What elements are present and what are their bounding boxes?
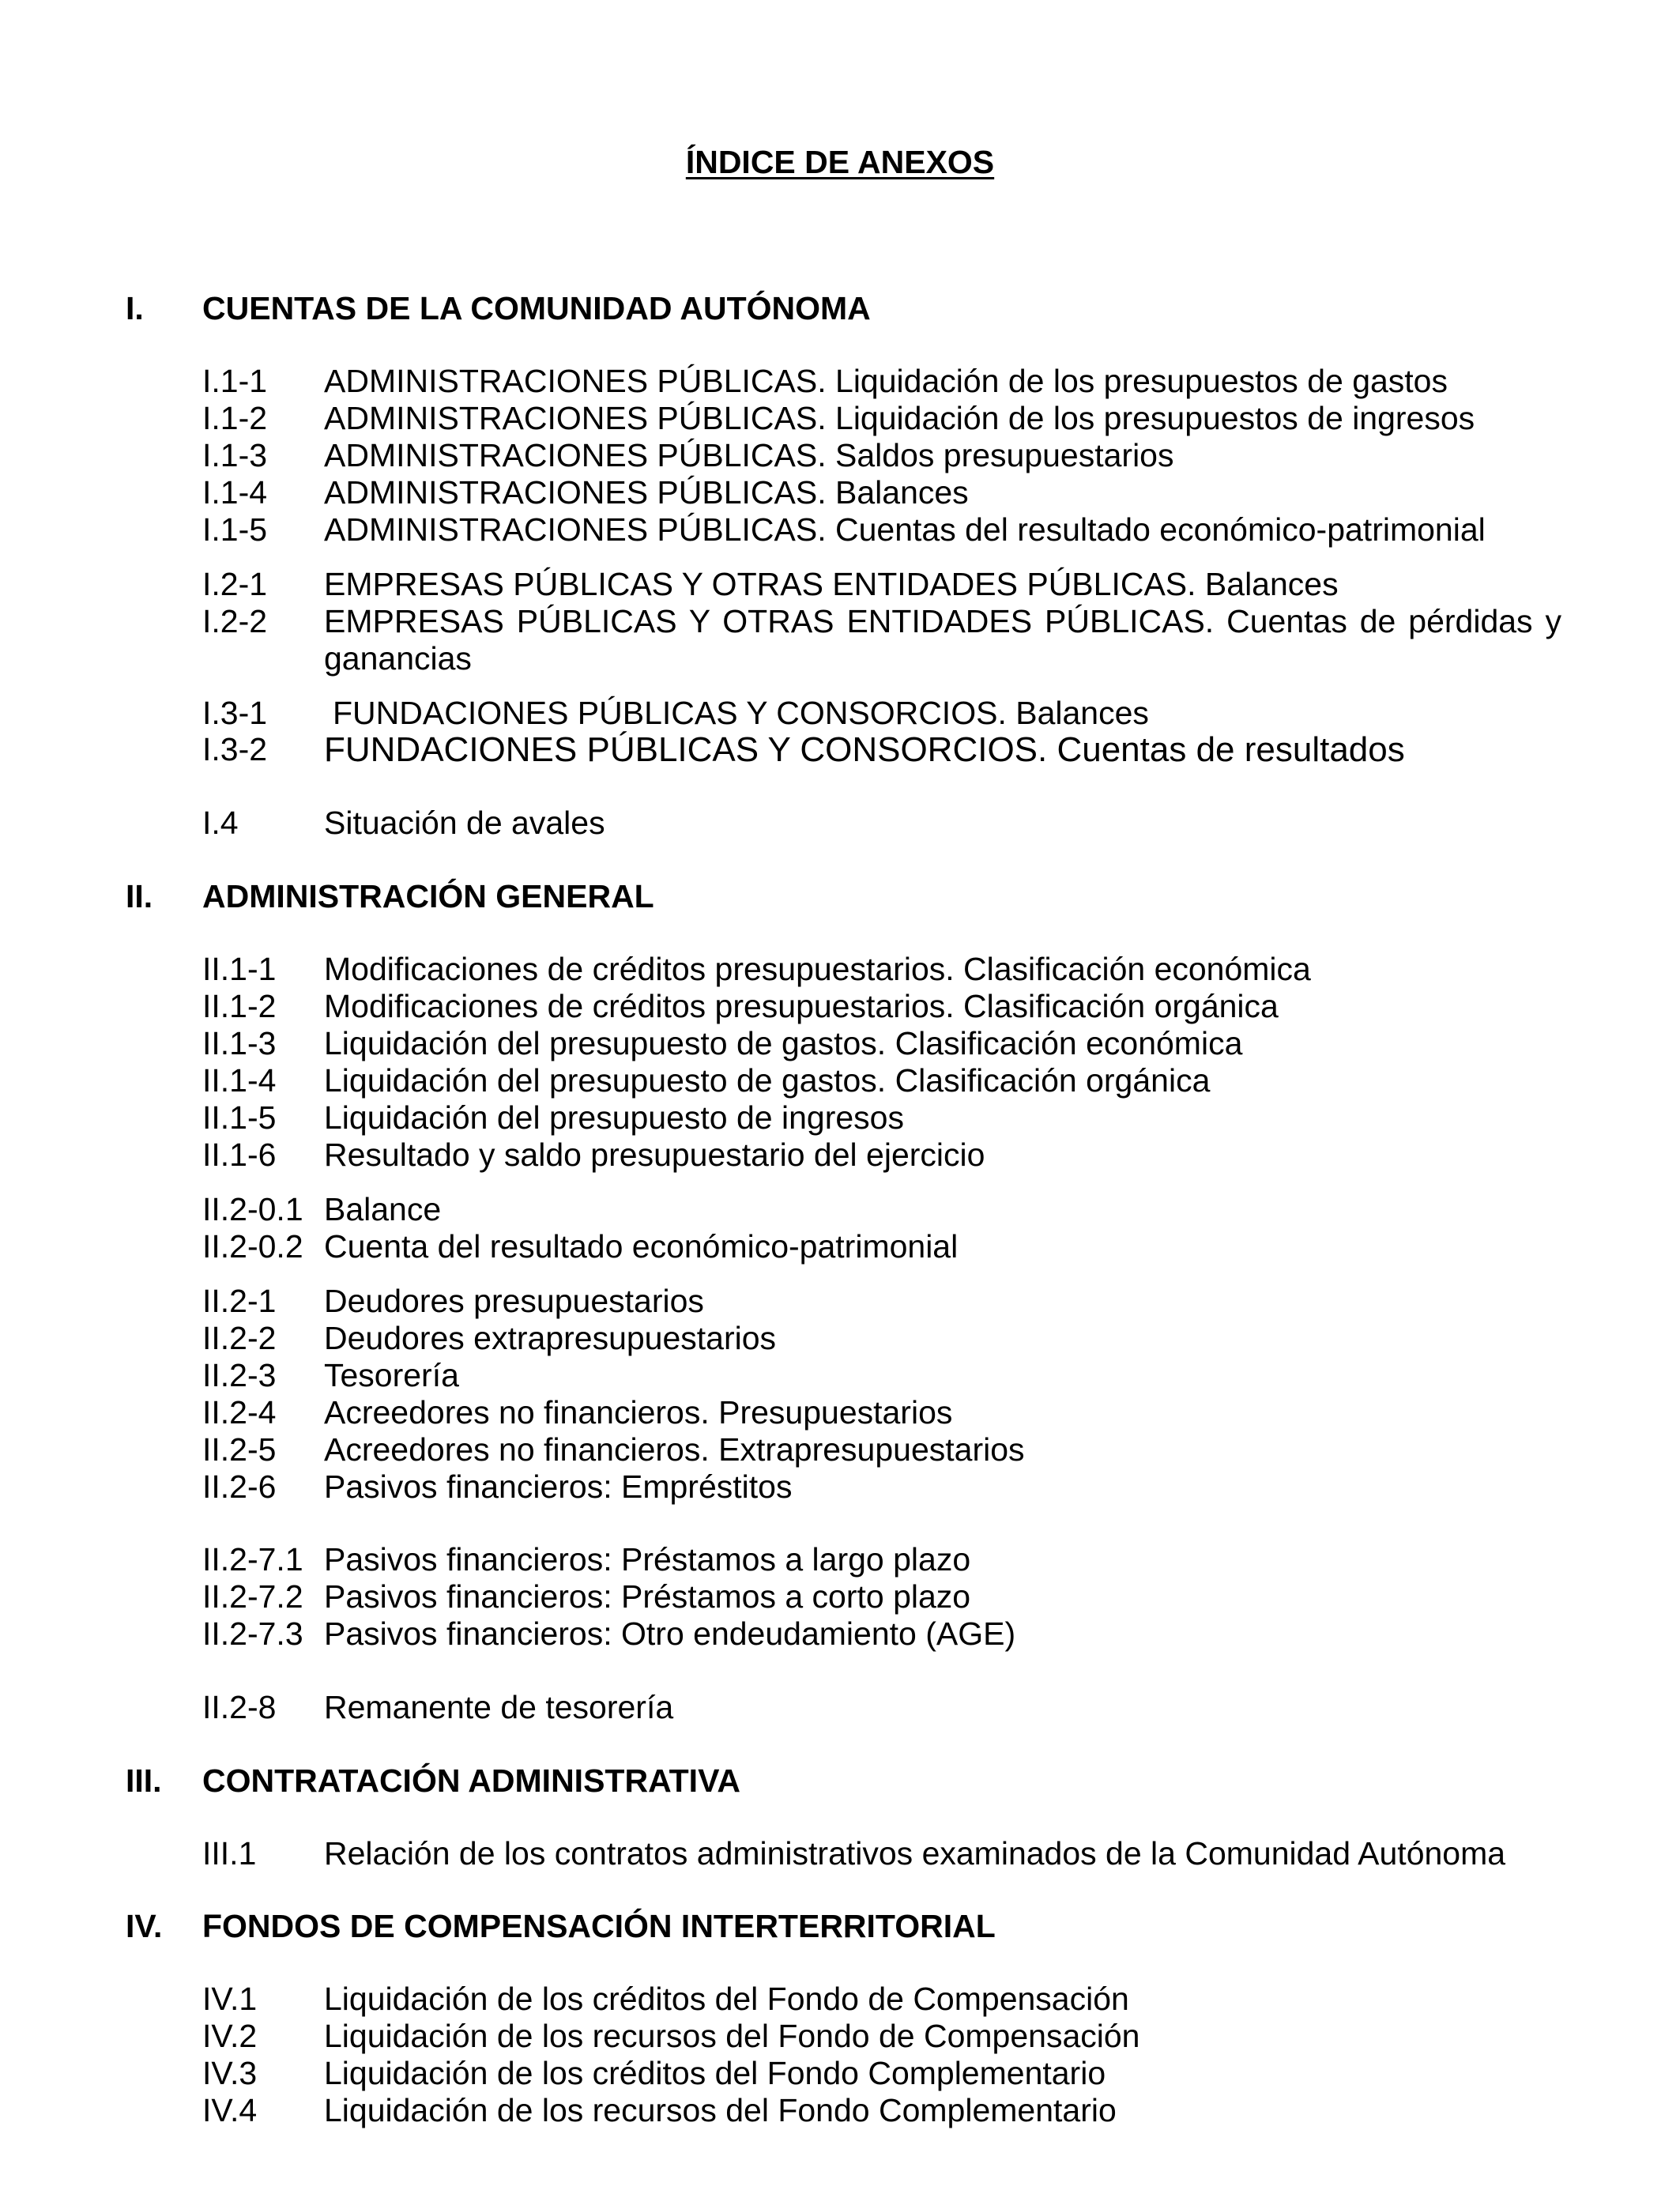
annex-code: IV.1 (202, 1981, 258, 2017)
annex-code: I.1-1 (202, 363, 268, 399)
annex-code: II.2-7.2 (202, 1578, 303, 1615)
annex-text: Acreedores no financieros. Presupuestarios (324, 1394, 953, 1431)
annex-text: Pasivos financieros: Otro endeudamiento (AGE) (324, 1615, 1016, 1652)
section-number: III. (126, 1762, 162, 1799)
annex-code: II.1-4 (202, 1062, 277, 1099)
section-number: II. (126, 878, 153, 914)
annex-code: II.2-1 (202, 1283, 277, 1319)
annex-text: ADMINISTRACIONES PÚBLICAS. Cuentas del resultado económico-patrimonial (324, 511, 1486, 548)
annex-code: II.2-2 (202, 1320, 277, 1356)
annex-text: Deudores presupuestarios (324, 1283, 704, 1319)
annex-text: Deudores extrapresupuestarios (324, 1320, 777, 1356)
annex-text: Liquidación de los recursos del Fondo Complementario (324, 2092, 1117, 2128)
annex-code: I.2-1 (202, 566, 268, 602)
annex-code: I.1-5 (202, 511, 268, 548)
page-title: ÍNDICE DE ANEXOS (685, 144, 995, 180)
annex-code: II.2-5 (202, 1431, 277, 1468)
annex-code: IV.4 (202, 2092, 258, 2128)
annex-text: Liquidación del presupuesto de gastos. Clasificación económica (324, 1025, 1243, 1061)
annex-text: FUNDACIONES PÚBLICAS Y CONSORCIOS. Cuentas de resultados (324, 730, 1405, 769)
annex-text: Tesorería (324, 1357, 459, 1393)
annex-code: III.1 (202, 1835, 257, 1872)
section-title: ADMINISTRACIÓN GENERAL (202, 878, 654, 914)
annex-text: EMPRESAS PÚBLICAS Y OTRAS ENTIDADES PÚBLICAS. Balances (324, 566, 1339, 602)
annex-code: II.2-7.3 (202, 1615, 303, 1652)
annex-code: II.1-1 (202, 951, 277, 987)
annex-text: ADMINISTRACIONES PÚBLICAS. Balances (324, 474, 969, 511)
section-number: I. (126, 290, 144, 326)
annex-code: II.2-6 (202, 1468, 277, 1505)
annex-code: I.3-2 (202, 731, 268, 767)
annex-code: I.1-3 (202, 437, 268, 473)
annex-code: II.2-0.2 (202, 1228, 303, 1265)
annex-text: Modificaciones de créditos presupuestarios. Clasificación económica (324, 951, 1311, 987)
annex-text: Pasivos financieros: Préstamos a largo plazo (324, 1541, 971, 1578)
annex-code: I.2-2 (202, 603, 268, 639)
annex-text: Liquidación de los créditos del Fondo de Compensación (324, 1981, 1129, 2017)
annex-text: Liquidación de los recursos del Fondo de Compensación (324, 2018, 1140, 2054)
annex-text: Cuenta del resultado económico-patrimonial (324, 1228, 959, 1265)
annex-text: Liquidación del presupuesto de gastos. Clasificación orgánica (324, 1062, 1211, 1099)
annex-code: II.2-7.1 (202, 1541, 303, 1578)
annex-code: II.1-3 (202, 1025, 277, 1061)
section-title: CUENTAS DE LA COMUNIDAD AUTÓNOMA (202, 290, 871, 326)
annex-text: Liquidación de los créditos del Fondo Complementario (324, 2055, 1106, 2091)
section-title: FONDOS DE COMPENSACIÓN INTERTERRITORIAL (202, 1908, 996, 1944)
section-number: IV. (126, 1908, 163, 1944)
annex-text: Modificaciones de créditos presupuestarios. Clasificación orgánica (324, 988, 1279, 1024)
annex-text: ADMINISTRACIONES PÚBLICAS. Liquidación de los presupuestos de ingresos (324, 400, 1475, 436)
annex-code: II.1-5 (202, 1099, 277, 1136)
annex-code: II.2-3 (202, 1357, 277, 1393)
annex-code: I.1-4 (202, 474, 268, 511)
annex-code: II.2-4 (202, 1394, 277, 1431)
annex-text: Situación de avales (324, 805, 605, 841)
annex-code: IV.2 (202, 2018, 258, 2054)
annex-text: FUNDACIONES PÚBLICAS Y CONSORCIOS. Balances (333, 695, 1149, 731)
annex-text: EMPRESAS PÚBLICAS Y OTRAS ENTIDADES PÚBLICAS. Cuentas de pérdidas y ganancias (324, 603, 1561, 677)
annex-text: Balance (324, 1191, 442, 1227)
annex-code: IV.3 (202, 2055, 258, 2091)
annex-text: ADMINISTRACIONES PÚBLICAS. Liquidación de los presupuestos de gastos (324, 363, 1448, 399)
annex-code: II.1-2 (202, 988, 277, 1024)
annex-code: II.1-6 (202, 1137, 277, 1173)
section-title: CONTRATACIÓN ADMINISTRATIVA (202, 1762, 740, 1799)
annex-code: II.2-0.1 (202, 1191, 303, 1227)
annex-code: I.4 (202, 805, 239, 841)
annex-code: II.2-8 (202, 1689, 277, 1725)
annex-text: Acreedores no financieros. Extrapresupuestarios (324, 1431, 1025, 1468)
annex-text: Pasivos financieros: Empréstitos (324, 1468, 793, 1505)
annex-text: Remanente de tesorería (324, 1689, 674, 1725)
annex-code: I.3-1 (202, 695, 268, 731)
annex-text: Pasivos financieros: Préstamos a corto plazo (324, 1578, 971, 1615)
annex-text: Liquidación del presupuesto de ingresos (324, 1099, 904, 1136)
annex-text: Resultado y saldo presupuestario del ejercicio (324, 1137, 985, 1173)
annex-text: Relación de los contratos administrativos examinados de la Comunidad Autónoma (324, 1835, 1506, 1872)
annex-text: ADMINISTRACIONES PÚBLICAS. Saldos presupuestarios (324, 437, 1174, 473)
annex-code: I.1-2 (202, 400, 268, 436)
